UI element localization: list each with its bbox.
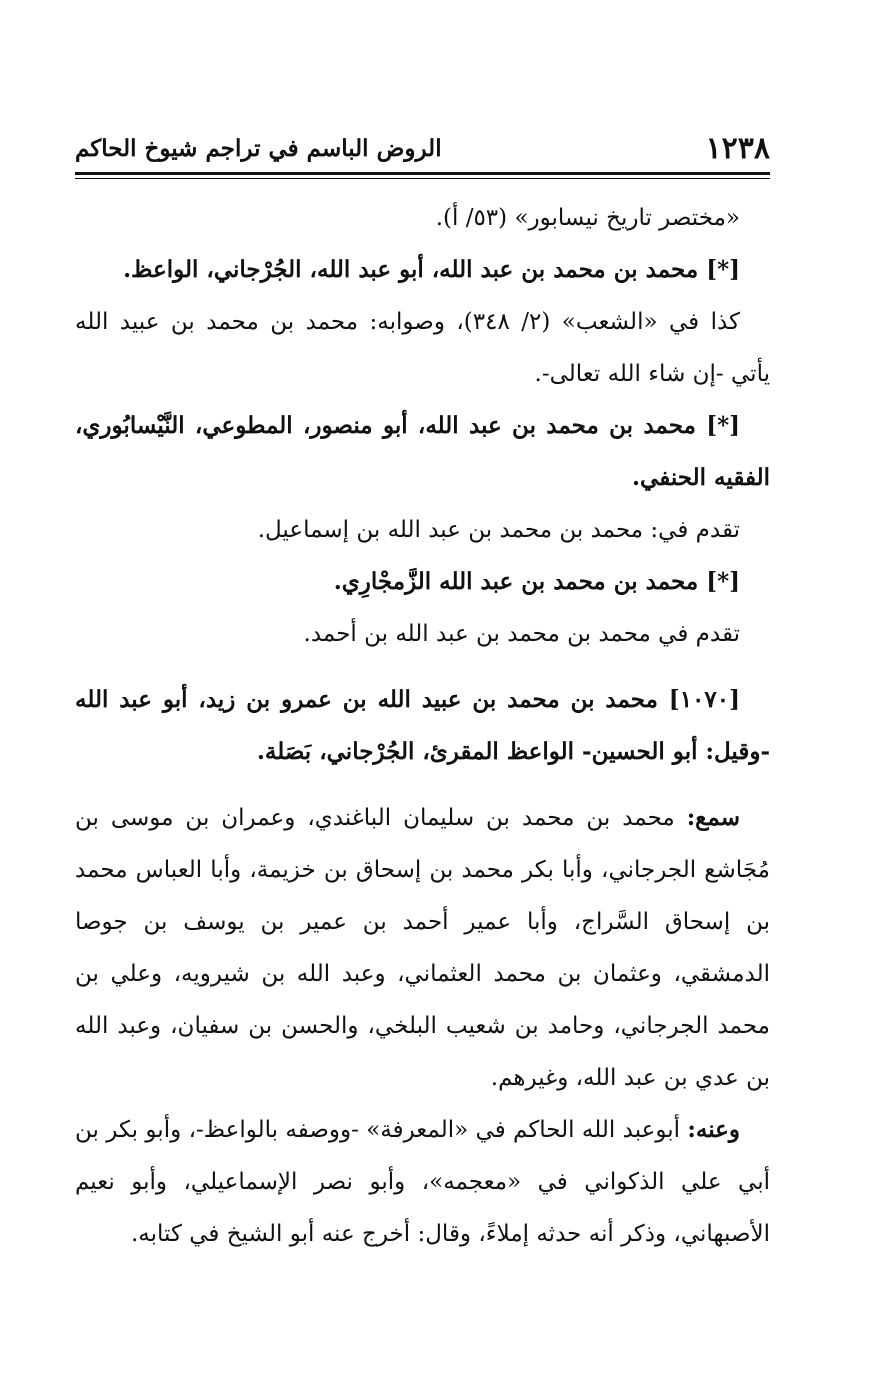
- spacer: [75, 778, 770, 792]
- page-header: [75, 128, 770, 168]
- narrated-by-text: أبوعبد الله الحاكم في «المعرفة» -ووصفه بالواعظ-، وأبو بكر بن أبي علي الذكواني في «معجمه»، وأبو نصر الإسماعيلي، وأبو نعيم الأصبهاني، وذكر أنه حدثه إملاءً، وقال: أخرج عنه أبو الشيخ في كتابه.: [75, 1117, 770, 1247]
- entry-1070-heading: [١٠٧٠] محمد بن محمد بن عبيد الله بن عمرو بن زيد، أبو عبد الله -وقيل: أبو الحسين- الواعظ المقرئ، الجُرْجاني، بَصَلة.: [75, 686, 770, 765]
- source-reference: «مختصر تاريخ نيسابور» (٥٣/ أ).: [435, 205, 740, 231]
- header-rule-thin: [75, 178, 770, 179]
- page-number: ١٢٣٨: [705, 130, 770, 166]
- main-text: [75, 192, 770, 1260]
- heard-from-text: محمد بن محمد بن سليمان الباغندي، وعمران بن موسى بن مُجَاشع الجرجاني، وأبا بكر محمد بن إسحاق بن خزيمة، وأبا العباس محمد بن إسحاق السَّراج، وأبا عمير أحمد بن عمير بن يوسف بن جوصا الدمشقي، وعثمان بن محمد العثماني، وعبد الله بن شيرويه، وعلي بن محمد الجرجاني، وحامد بن شعيب البلخي، والحسن بن سفيان، وعبد الله بن عدي بن عبد الله، وغيرهم.: [75, 805, 771, 1091]
- header-rule-thick: [75, 172, 770, 175]
- heard-from-paragraph: [75, 792, 770, 1104]
- entry-heading-zamjari: [*] محمد بن محمد بن عبد الله الزَّمجْارِي.: [333, 568, 740, 595]
- entry-heading-mutawwii: [*] محمد بن محمد بن عبد الله، أبو منصور، المطوعي، النَّيْسابُوري، الفقيه الحنفي.: [75, 412, 770, 491]
- entry-heading-jurjani: [*] محمد بن محمد بن عبد الله، أبو عبد الله، الجُرْجاني، الواعظ.: [123, 256, 740, 283]
- heard-from-label: سمع:: [686, 804, 740, 831]
- narrated-by-label: وعنه:: [687, 1116, 740, 1143]
- spacer: [75, 660, 770, 674]
- correction-note: كذا في «الشعب» (٢/ ٣٤٨)، وصوابه: محمد بن محمد بن عبيد الله يأتي -إن شاء الله تعالى-.: [75, 309, 770, 387]
- cross-reference-ahmad: تقدم في محمد بن محمد بن عبد الله بن أحمد.: [303, 621, 740, 647]
- narrated-by-paragraph: [75, 1104, 770, 1260]
- running-title: الروض الباسم في تراجم شيوخ الحاكم: [75, 134, 442, 162]
- cross-reference-ismail: تقدم في: محمد بن محمد بن عبد الله بن إسماعيل.: [257, 517, 740, 543]
